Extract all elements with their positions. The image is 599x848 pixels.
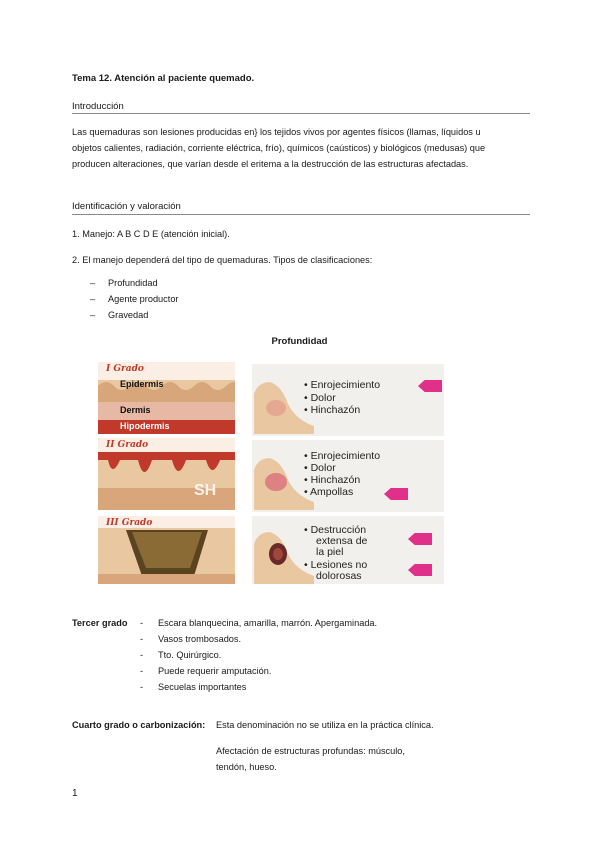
intro-line: producen alteraciones, que varían desde el eritema a la destrucción de las estructuras afectadas. xyxy=(72,159,469,169)
symptom-item: • Lesiones no xyxy=(304,559,368,571)
section-divider xyxy=(72,214,530,215)
list-dash: - xyxy=(140,650,144,660)
burn-diagram-grade-3 xyxy=(98,516,235,584)
symptom-item: extensa de xyxy=(316,535,368,547)
list-item: – Gravedad xyxy=(90,310,149,320)
section-divider xyxy=(72,113,530,114)
watermark: SH xyxy=(194,482,217,499)
list-item: Secuelas importantes xyxy=(158,682,247,692)
page-title: Tema 12. Atención al paciente quemado. xyxy=(72,73,255,84)
symptom-item: • Ampollas xyxy=(304,486,354,498)
burn-diagram-grade-1 xyxy=(98,362,235,434)
list-item: Vasos trombosados. xyxy=(158,634,242,644)
symptom-item: • Dolor xyxy=(304,392,336,404)
list-item-label: Profundidad xyxy=(108,278,158,288)
symptom-item: la piel xyxy=(316,546,344,558)
list-item-label: Gravedad xyxy=(108,310,149,320)
list-item: Puede requerir amputación. xyxy=(158,666,272,676)
layer-label-hipodermis: Hipodermis xyxy=(120,421,170,431)
page-number: 1 xyxy=(72,788,78,799)
intro-line: objetos calientes, radiación, corriente eléctrica, frío), químicos (caústicos) y biológicos (medusas) que xyxy=(72,143,486,153)
symptom-item: • Enrojecimiento xyxy=(304,379,381,391)
list-item: – Profundidad xyxy=(90,278,158,288)
list-dash: - xyxy=(140,682,144,692)
symptoms-panel-grade-2 xyxy=(252,440,444,512)
grade-label: III Grado xyxy=(106,518,153,528)
list-dash: - xyxy=(140,634,144,644)
symptoms-panel-grade-1 xyxy=(252,364,444,436)
grade-label: I Grado xyxy=(106,364,144,374)
symptoms-panel-grade-3 xyxy=(252,516,444,584)
burn-diagram-grade-2 xyxy=(98,438,235,510)
cuarto-grado-text: Afectación de estructuras profundas: músculo, xyxy=(216,746,405,756)
intro-paragraph xyxy=(72,124,532,172)
section-heading-intro: Introducción xyxy=(72,101,124,112)
foot-illustration xyxy=(252,364,444,436)
layer-label-epidermis: Epidermis xyxy=(120,379,164,389)
symptom-item: • Hinchazón xyxy=(304,404,361,416)
symptom-item: • Dolor xyxy=(304,462,336,474)
cuarto-grado-label: Cuarto grado o carbonización: xyxy=(72,720,206,730)
intro-line: Las quemaduras son lesiones producidas en} los tejidos vivos por agentes físicos (llamas, líquidos u xyxy=(72,127,481,137)
item-manejo: 1. Manejo: A B C D E (atención inicial). xyxy=(72,229,230,239)
cuarto-grado-text: tendón, hueso. xyxy=(216,762,277,772)
list-item-label: Agente productor xyxy=(108,294,179,304)
tercer-grado-label: Tercer grado xyxy=(72,618,128,628)
list-item: – Agente productor xyxy=(90,294,179,304)
symptom-item: • Enrojecimiento xyxy=(304,450,381,462)
symptom-item: • Destrucción xyxy=(304,524,367,536)
layer-label-dermis: Dermis xyxy=(120,405,151,415)
symptom-item: dolorosas xyxy=(316,570,362,582)
list-item: Escara blanquecina, amarilla, marrón. Apergaminada. xyxy=(158,618,378,628)
list-dash: - xyxy=(140,666,144,676)
item-tipo-quemaduras: 2. El manejo dependerá del tipo de quemaduras. Tipos de clasificaciones: xyxy=(72,255,373,265)
cuarto-grado-text: Esta denominación no se utiliza en la práctica clínica. xyxy=(216,720,434,730)
list-dash: - xyxy=(140,618,144,628)
list-item: Tto. Quirúrgico. xyxy=(158,650,222,660)
symptom-item: • Hinchazón xyxy=(304,474,361,486)
figure-title: Profundidad xyxy=(271,336,328,347)
grade-label: II Grado xyxy=(106,440,149,450)
section-heading-identification: Identificación y valoración xyxy=(72,201,181,212)
